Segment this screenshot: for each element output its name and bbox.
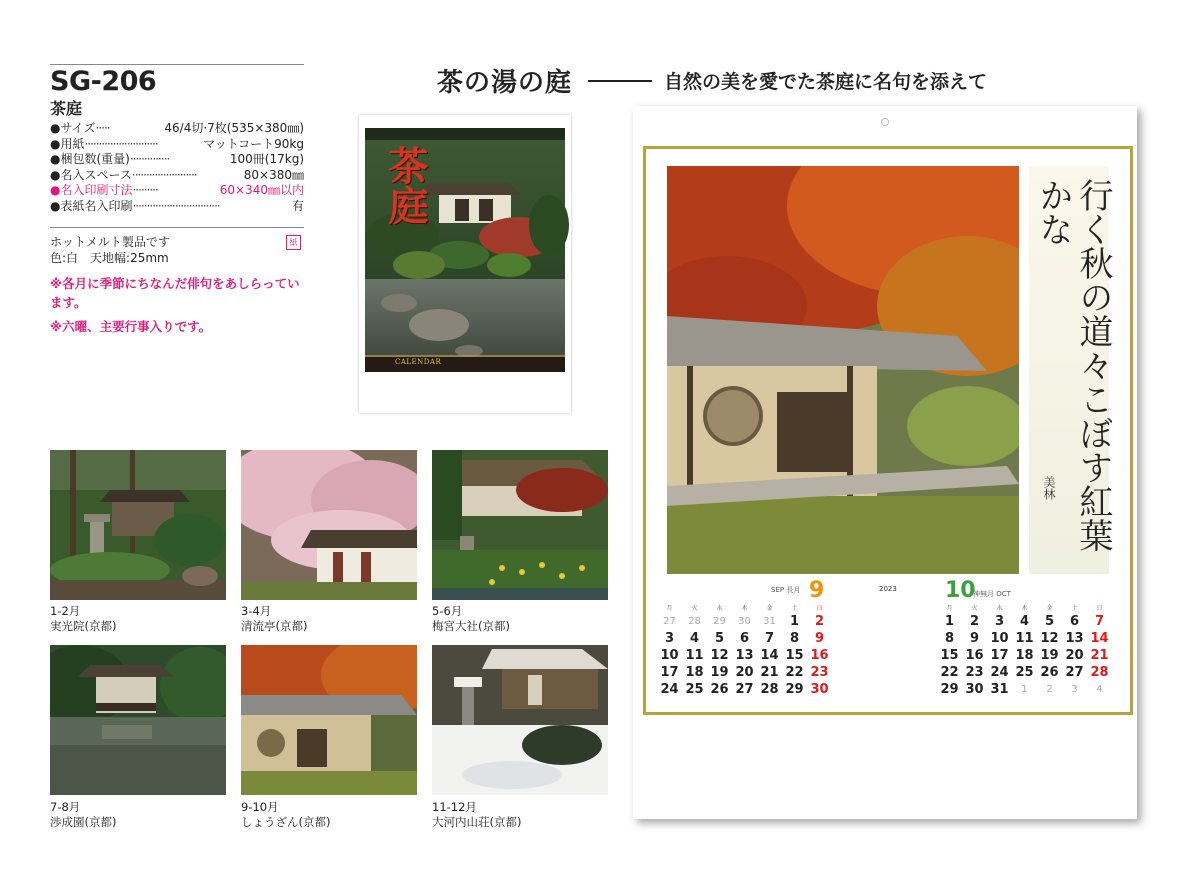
weekday-label: 火 — [971, 605, 978, 612]
day-cell: 20 — [1065, 648, 1084, 663]
spec-paper: ●用紙 ·························· マットコート90kg — [50, 136, 304, 151]
day-cell: 4 — [1096, 684, 1103, 695]
caption-jan-feb — [50, 604, 116, 633]
caption-place: 渉成園(京都) — [50, 814, 117, 829]
caption-place: 実光院(京都) — [50, 618, 117, 633]
day-cell: 28 — [760, 682, 779, 697]
day-cell: 1 — [789, 614, 800, 629]
day-cell: 17 — [660, 665, 679, 680]
day-cell: 23 — [810, 665, 829, 680]
caption-nov-dec — [432, 800, 521, 829]
day-cell: 30 — [810, 682, 829, 697]
headline-dash — [588, 80, 652, 82]
spec-list — [50, 121, 304, 215]
sep-jp: 長月 — [786, 586, 801, 594]
day-cell: 5 — [1044, 614, 1055, 629]
spec-name-space: ●名入スペース ······················· 80×380㎜ — [50, 167, 304, 182]
cover-calendar-label: CALENDAR — [395, 358, 442, 366]
caption-jul-aug — [50, 800, 116, 829]
haiku-text: 行く秋の道々こぼす紅葉かな — [1033, 178, 1113, 552]
model-number: SG-206 — [50, 66, 157, 97]
hotmelt-note: ホットメルト製品です — [50, 235, 170, 249]
month-10: 10 — [945, 578, 976, 603]
day-cell: 28 — [688, 616, 701, 627]
day-cell: 5 — [714, 631, 725, 646]
caption-place: 大河内山荘(京都) — [432, 814, 522, 829]
thumb-photo — [50, 645, 226, 795]
day-cell: 11 — [685, 648, 704, 663]
oct-grid — [937, 602, 1112, 698]
caption-months: 3-4月 — [241, 604, 272, 618]
day-cell: 1 — [1021, 684, 1028, 695]
day-cell: 6 — [739, 631, 750, 646]
sep-grid — [657, 602, 832, 698]
caption-months: 5-6月 — [432, 604, 463, 618]
spec-top-rule — [50, 64, 304, 65]
thumb-may-jun — [432, 450, 608, 600]
day-cell: 19 — [710, 665, 729, 680]
thumb-jan-feb — [50, 450, 226, 600]
spec-cover-print: ●表紙名入印刷 ······························· 有 — [50, 198, 304, 213]
thumb-photo — [50, 450, 226, 600]
day-cell: 12 — [710, 648, 729, 663]
weekday-label: 月 — [666, 605, 673, 612]
day-cell: 1 — [944, 614, 955, 629]
day-cell: 26 — [1040, 665, 1059, 680]
day-cell: 25 — [685, 682, 704, 697]
oct-week-row — [937, 664, 1112, 681]
day-cell: 16 — [965, 648, 984, 663]
headline — [437, 62, 987, 99]
day-cell: 27 — [735, 682, 754, 697]
weekday-label: 木 — [1021, 605, 1028, 612]
day-cell: 4 — [1019, 614, 1030, 629]
day-cell: 3 — [994, 614, 1005, 629]
day-cell: 29 — [785, 682, 804, 697]
caption-place: 梅宮大社(京都) — [432, 618, 510, 633]
day-cell: 31 — [990, 682, 1009, 697]
day-cell: 24 — [990, 665, 1009, 680]
day-cell: 13 — [735, 648, 754, 663]
weekday-label: 水 — [996, 605, 1003, 612]
day-cell: 14 — [760, 648, 779, 663]
day-cell: 7 — [764, 631, 775, 646]
day-cell: 21 — [1090, 648, 1109, 663]
main-photo — [667, 166, 1019, 574]
day-cell: 17 — [990, 648, 1009, 663]
thumb-mar-apr — [241, 450, 417, 600]
day-cell: 27 — [1065, 665, 1084, 680]
day-cell: 3 — [1071, 684, 1078, 695]
weekday-label: 金 — [766, 605, 773, 612]
oct-week-row — [937, 613, 1112, 630]
sep-week-row — [657, 630, 832, 647]
weekday-label: 日 — [816, 605, 823, 612]
weekday-label: 木 — [741, 605, 748, 612]
day-cell: 10 — [660, 648, 679, 663]
day-cell: 10 — [990, 631, 1009, 646]
oct-week-row — [937, 630, 1112, 647]
spec-packing: ●梱包数(重量) ·············· 100冊(17kg) — [50, 152, 304, 167]
day-cell: 15 — [940, 648, 959, 663]
caption-months: 1-2月 — [50, 604, 81, 618]
rokuyo-note: ※六曜、主要行事入りです。 — [50, 319, 212, 334]
day-cell: 9 — [814, 631, 825, 646]
sep-week-row — [657, 664, 832, 681]
caption-months: 9-10月 — [241, 800, 279, 814]
day-cell: 6 — [1069, 614, 1080, 629]
day-cell: 4 — [689, 631, 700, 646]
sep-weekday-header — [657, 602, 832, 613]
caption-place: しょうざん(京都) — [241, 814, 331, 829]
caption-mar-apr — [241, 604, 307, 633]
day-cell: 30 — [738, 616, 751, 627]
day-cell: 8 — [789, 631, 800, 646]
day-cell: 2 — [1046, 684, 1053, 695]
cover-title: 茶庭 — [382, 145, 429, 225]
weekday-label: 火 — [691, 605, 698, 612]
day-cell: 14 — [1090, 631, 1109, 646]
headline-subtitle: 自然の美を愛でた茶庭に名句を添えて — [664, 71, 988, 93]
day-cell: 30 — [965, 682, 984, 697]
headline-title: 茶の湯の庭 — [437, 68, 573, 98]
sep-week-row — [657, 647, 832, 664]
paper-badge: 紙 — [286, 235, 301, 250]
day-cell: 18 — [1015, 648, 1034, 663]
day-cell: 11 — [1015, 631, 1034, 646]
caption-sep-oct — [241, 800, 330, 829]
day-cell: 23 — [965, 665, 984, 680]
oct-weekday-header — [937, 602, 1112, 613]
thumb-photo — [432, 450, 608, 600]
day-cell: 2 — [969, 614, 980, 629]
color-info: 色:白 天地幅:25mm — [50, 251, 169, 265]
oct-week-row — [937, 647, 1112, 664]
day-cell: 20 — [735, 665, 754, 680]
day-cell: 15 — [785, 648, 804, 663]
day-cell: 22 — [785, 665, 804, 680]
day-cell: 26 — [710, 682, 729, 697]
day-cell: 24 — [660, 682, 679, 697]
haiku-note: ※各月に季節にちなんだ俳句をあしらっています。 — [50, 276, 300, 310]
calendar-page — [633, 106, 1137, 819]
day-cell: 7 — [1094, 614, 1105, 629]
oct-jp: 神無月 — [973, 590, 994, 598]
caption-place: 清流亭(京都) — [241, 618, 308, 633]
day-cell: 12 — [1040, 631, 1059, 646]
day-cell: 28 — [1090, 665, 1109, 680]
day-cell: 31 — [763, 616, 776, 627]
day-cell: 21 — [760, 665, 779, 680]
cover-thumbnail — [359, 115, 571, 413]
weekday-label: 日 — [1096, 605, 1103, 612]
caption-may-jun — [432, 604, 510, 633]
oct-header — [973, 589, 1011, 599]
thumb-photo — [241, 645, 417, 795]
oct-week-row — [937, 681, 1112, 698]
day-cell: 29 — [713, 616, 726, 627]
year-label: 2023 — [879, 585, 897, 593]
spec-print-size: ●名入印刷寸法 ········· 60×340㎜以内 — [50, 183, 304, 198]
thumb-nov-dec — [432, 645, 608, 795]
month-9: 9 — [809, 578, 825, 603]
hanging-hole — [881, 118, 889, 126]
oct-en: OCT — [996, 590, 1011, 598]
weekday-label: 土 — [791, 605, 798, 612]
day-cell: 18 — [685, 665, 704, 680]
caption-months: 11-12月 — [432, 800, 477, 814]
day-cell: 22 — [940, 665, 959, 680]
weekday-label: 金 — [1046, 605, 1053, 612]
thumb-sep-oct — [241, 645, 417, 795]
thumb-jul-aug — [50, 645, 226, 795]
product-name: 茶庭 — [50, 99, 83, 118]
day-cell: 19 — [1040, 648, 1059, 663]
sep-week-row — [657, 613, 832, 630]
sep-week-row — [657, 681, 832, 698]
weekday-label: 水 — [716, 605, 723, 612]
day-cell: 3 — [664, 631, 675, 646]
haiku-author: 美林 — [1042, 476, 1056, 500]
day-cell: 29 — [940, 682, 959, 697]
day-cell: 16 — [810, 648, 829, 663]
day-cell: 13 — [1065, 631, 1084, 646]
day-cell: 9 — [969, 631, 980, 646]
weekday-label: 土 — [1071, 605, 1078, 612]
thumb-photo — [241, 450, 417, 600]
spec-size: ●サイズ ····· 46/4切·7枚(535×380㎜) — [50, 121, 304, 135]
day-cell: 25 — [1015, 665, 1034, 680]
caption-months: 7-8月 — [50, 800, 81, 814]
sep-en: SEP — [771, 586, 785, 594]
day-cell: 8 — [944, 631, 955, 646]
day-cell: 27 — [663, 616, 676, 627]
sep-header — [771, 585, 800, 595]
day-cell: 2 — [814, 614, 825, 629]
thumb-photo — [432, 645, 608, 795]
weekday-label: 月 — [946, 605, 953, 612]
spec-bottom-rule — [50, 227, 304, 228]
